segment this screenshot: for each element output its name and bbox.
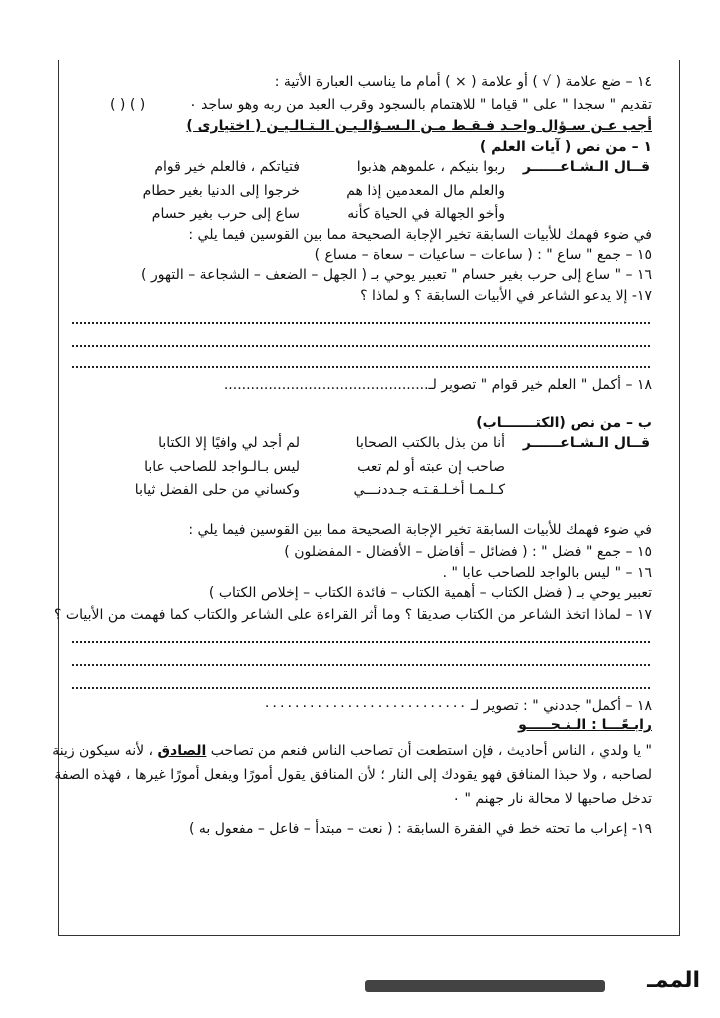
part-a-q15: ١٥ – جمع " ساع " : ( ساعات – ساعيات – سعاة – مساع ) xyxy=(314,247,652,263)
part-b-verse-1-second: لم أجد لي وافيًا إلا الكتابا xyxy=(158,435,300,451)
part-b-q16b: تعبير يوحي بـ ( فضل الكتاب – أهمية الكتاب – فائدة الكتاب – إخلاص الكتاب ) xyxy=(208,585,652,601)
choice-instruction: أجب عـن سـؤال واحـد فـقـط مـن الـسـؤالـيـن الـتـالـيـن ( اختيارى ) xyxy=(186,118,652,134)
part-b-q17: ١٧ – لماذا اتخذ الشاعر من الكتاب صديقا ؟ وما أثر القراءة على الشاعر والكتاب كما فهمت من الأبيات ؟ xyxy=(54,607,652,623)
answer-line[interactable] xyxy=(72,664,650,666)
part-b-verse-1-first: أنا من بذل بالكتب الصحابا xyxy=(355,435,505,451)
part-a-verse-3-first: وأخو الجهالة في الحياة كأنه xyxy=(347,206,505,222)
footer-text: الممـ xyxy=(647,968,700,993)
part-four-para-line-3: تدخل صاحبها لا محالة نار جهنم " ٠ xyxy=(452,791,652,807)
q14-statement-text: تقديم " سجدا " على " قياما " للاهتمام بالسجود وقرب العبد من ربه وهو ساجد ٠ xyxy=(189,97,652,113)
answer-line[interactable] xyxy=(72,345,650,347)
q14-answer-box: ( ) ( ) xyxy=(110,97,146,113)
part-b-poet-label: قــال الـشـاعــــــر xyxy=(522,435,650,451)
part-b-verse-2-second: ليس بـالـواجد للصاحب عابا xyxy=(144,459,300,475)
part-a-verse-3-second: ساع إلى حرب بغير حسام xyxy=(151,206,300,222)
part-four-q19: ١٩- إعراب ما تحته خط في الفقرة السابقة : ( نعت – مبتدأ – فاعل – مفعول به ) xyxy=(188,821,652,837)
part-b-q15: ١٥ – جمع " فضل " : ( فضائل – أفاضل – الأفضال - المفضلون ) xyxy=(284,544,652,560)
para-text: " يا ولدي ، الناس أحاديث ، فإن استطعت أن تصاحب الناس فنعم من تصاحب xyxy=(206,743,652,759)
part-a-intro: في ضوء فهمك للأبيات السابقة تخير الإجابة الصحيحة مما بين القوسين فيما يلي : xyxy=(188,227,652,243)
part-a-heading: ١ – من نص ( آيات العلم ) xyxy=(479,139,652,155)
part-a-q16: ١٦ – " ساع إلى حرب بغير حسام " تعبير يوحي بـ ( الجهل – الضعف – الشجاعة – التهور ) xyxy=(141,267,652,283)
para-text: ، لأنه سيكون زينة xyxy=(52,743,158,759)
answer-line[interactable] xyxy=(72,687,650,689)
part-b-verse-3-first: كـلـمـا أخـلـقـتـه جـددنـــي xyxy=(353,482,505,498)
underlined-word: الصادق xyxy=(157,743,207,759)
answer-line[interactable] xyxy=(72,322,650,324)
q14-title: ١٤ – ضع علامة ( √ ) أو علامة ( × ) أمام ما يناسب العبارة الأتية : xyxy=(274,74,652,90)
part-four-para-line-2: لصاحبه ، ولا حبذا المنافق فهو يقودك إلى النار ؛ لأن المنافق يقول أمورًا ويفعل أمورًا غيرها ، فهذه الصفة xyxy=(54,767,652,783)
part-four-para-line-1 xyxy=(52,742,652,760)
part-b-heading: ب – من نص (الكتـــــــاب) xyxy=(476,415,652,431)
part-a-poet-label: قــال الـشـاعــــــر xyxy=(522,159,650,175)
answer-line[interactable] xyxy=(72,366,650,368)
part-b-q16a: ١٦ – " ليس بالواجد للصاحب عابا " . xyxy=(442,565,652,581)
part-four-heading: رابـعًـــا : الـنـحـــــو xyxy=(518,717,652,733)
part-a-verse-2-second: خرجوا إلى الدنيا بغير حطام xyxy=(142,183,300,199)
part-a-verse-1-first: ربوا بنيكم ، علموهم هذبوا xyxy=(356,159,505,175)
part-a-verse-2-first: والعلم مال المعدمين إذا هم xyxy=(346,183,505,199)
part-b-verse-3-second: وكساني من حلى الفضل ثيابا xyxy=(134,482,300,498)
part-a-q17: ١٧- إلا يدعو الشاعر في الأبيات السابقة ؟ و لماذا ؟ xyxy=(360,288,652,304)
part-b-intro: في ضوء فهمك للأبيات السابقة تخير الإجابة الصحيحة مما بين القوسين فيما يلي : xyxy=(188,522,652,538)
part-a-q18: ١٨ – أكمل " العلم خير قوام " تصوير لـ.............................................. xyxy=(223,377,652,393)
part-b-verse-2-first: صاحب إن عبته أو لم تعب xyxy=(357,459,505,475)
part-a-verse-1-second: فتياتكم ، فالعلم خير قوام xyxy=(154,159,300,175)
answer-line[interactable] xyxy=(72,641,650,643)
part-b-q18: ١٨ – أكمل" جددني " : تصوير لـ ٠٠٠٠٠٠٠٠٠٠٠٠٠٠٠٠٠٠٠٠٠٠٠٠٠٠٠ xyxy=(263,698,652,714)
